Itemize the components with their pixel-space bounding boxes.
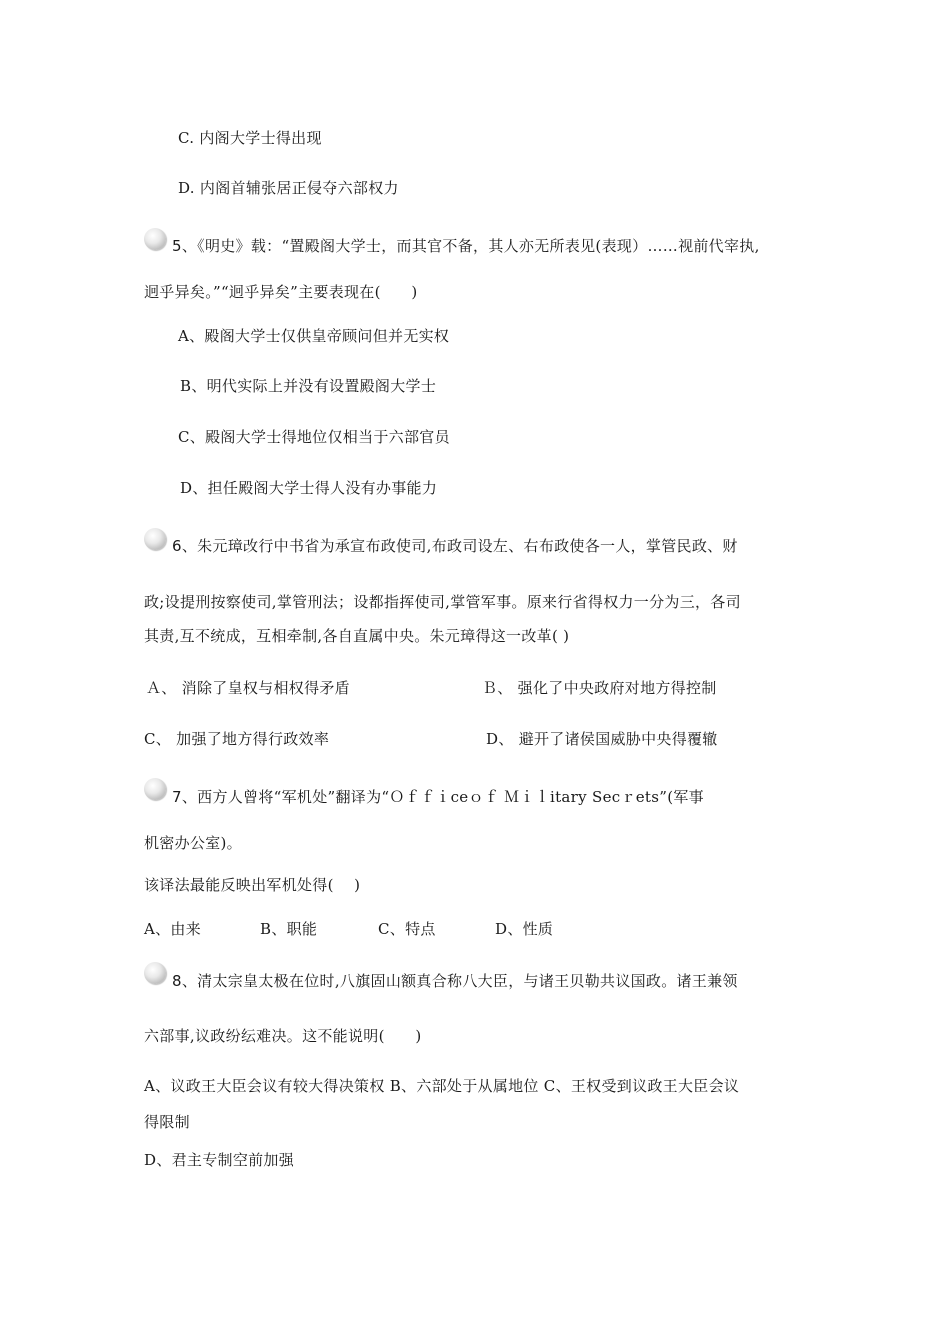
q7-option-b: B、职能 <box>260 920 318 938</box>
q8-stem-line1 <box>172 971 738 991</box>
q5-option-b: B、明代实际上并没有设置殿阁大学士 <box>180 377 437 395</box>
question-bullet-icon <box>144 528 166 550</box>
q5-option-a: A、殿阁大学士仅供皇帝顾问但并无实权 <box>178 327 450 345</box>
q7-stem-line2: 机密办公室)。 <box>144 834 242 852</box>
q8-options-line2: 得限制 <box>144 1113 190 1131</box>
q5-option-c: C、殿阁大学士得地位仅相当于六部官员 <box>178 428 450 446</box>
q7-stem-text: 西方人曾将“军机处”翻译为“Ｏｆｆｉceｏｆ Ｍｉｌitary Secｒets”(军事 <box>197 788 704 806</box>
q5-option-d: D、担任殿阁大学士得人没有办事能力 <box>180 479 438 497</box>
question-bullet-icon <box>144 228 166 250</box>
q7-option-a: A、由来 <box>144 920 202 938</box>
q4-option-d: D. 内阁首辅张居正侵夺六部权力 <box>178 179 399 197</box>
q6-option-b: Ｂ、 强化了中央政府对地方得控制 <box>482 679 717 697</box>
q6-option-a: Ａ、 消除了皇权与相权得矛盾 <box>146 679 350 697</box>
q5-number: 5、 <box>172 237 198 255</box>
q6-stem-text: 朱元璋改行中书省为承宣布政使司,布政司设左、右布政使各一人，掌管民政、财 <box>197 537 738 555</box>
q5-stem-line2: 迥乎异矣。”“迥乎异矣”主要表现在( ) <box>144 283 418 301</box>
q6-number: 6、 <box>172 537 198 555</box>
q7-number: 7、 <box>172 788 198 806</box>
q6-option-d: D、 避开了诸侯国威胁中央得覆辙 <box>486 730 718 748</box>
question-bullet-icon <box>144 778 166 800</box>
q7-option-c: C、特点 <box>378 920 436 938</box>
q5-stem-line1 <box>172 236 760 256</box>
question-bullet-icon <box>144 962 166 984</box>
q6-option-c: C、 加强了地方得行政效率 <box>144 730 330 748</box>
q6-stem-line2: 政;设提刑按察使司,掌管刑法；设都指挥使司,掌管军事。原来行省得权力一分为三，各司 <box>144 593 741 611</box>
q8-options-line1: A、议政王大臣会议有较大得决策权 B、六部处于从属地位 C、王权受到议政王大臣会议 <box>144 1077 740 1095</box>
q8-number: 8、 <box>172 972 198 990</box>
q7-stem-line3: 该译法最能反映出军机处得( ) <box>144 876 361 894</box>
q7-stem-line1 <box>172 787 704 807</box>
q8-option-d: D、君主专制空前加强 <box>144 1151 295 1169</box>
q5-stem-text: 《明史》载：“置殿阁大学士，而其官不备，其人亦无所表见(表现）……视前代宰执, <box>197 237 760 255</box>
q7-option-d: D、性质 <box>495 920 554 938</box>
q6-stem-line3: 其责,互不统成，互相牵制,各自直属中央。朱元璋得这一改革( ) <box>144 627 570 645</box>
q8-stem-text: 清太宗皇太极在位时,八旗固山额真合称八大臣，与诸王贝勒共议国政。诸王兼领 <box>197 972 738 990</box>
q4-option-c: C. 内阁大学士得出现 <box>178 129 322 147</box>
q8-stem-line2: 六部事,议政纷纭难决。这不能说明( ) <box>144 1027 422 1045</box>
q6-stem-line1 <box>172 536 738 556</box>
